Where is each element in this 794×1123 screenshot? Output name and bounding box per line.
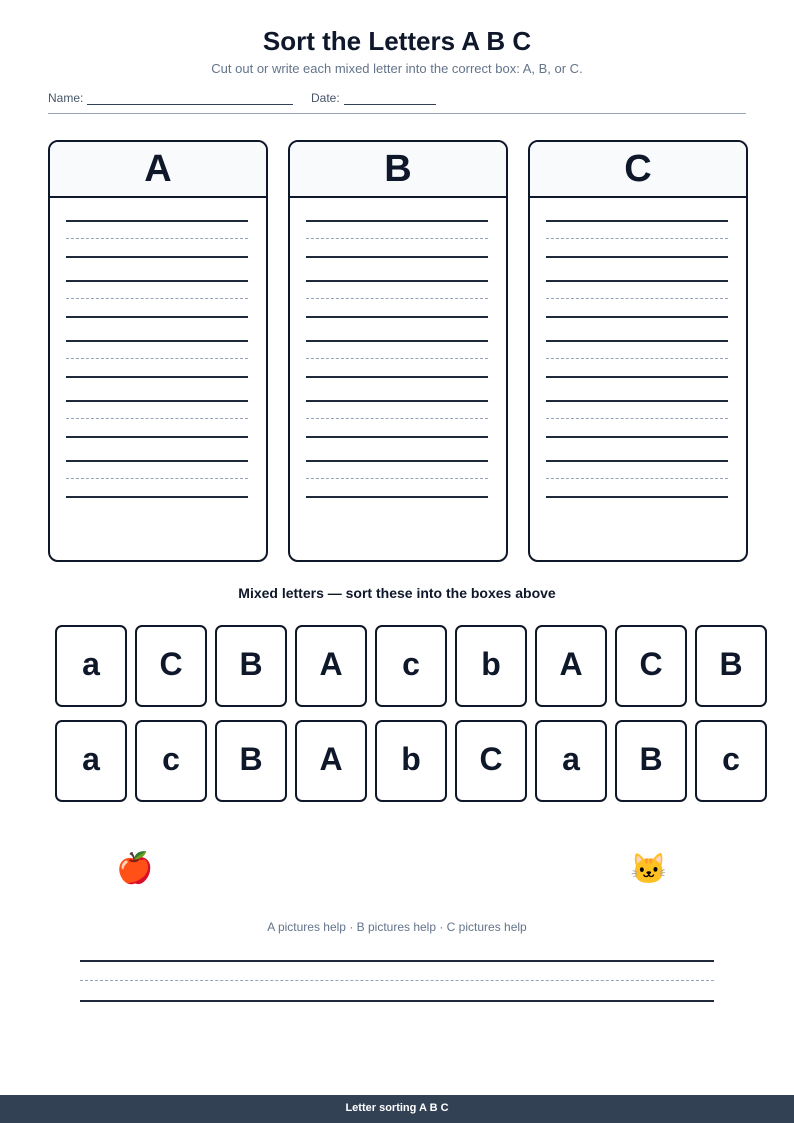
date-blank[interactable] [344, 92, 436, 105]
letter-tile[interactable]: C [135, 625, 207, 707]
guide-line-dashed [66, 238, 248, 239]
letter-tile[interactable]: B [215, 625, 287, 707]
letter-tile[interactable]: a [535, 720, 607, 802]
guide-line [306, 376, 488, 378]
guide-line [66, 376, 248, 378]
letter-tile[interactable]: B [215, 720, 287, 802]
guide-line [66, 436, 248, 438]
guide-line [306, 460, 488, 462]
name-blank[interactable] [87, 92, 293, 105]
guide-line [66, 460, 248, 462]
guide-line [66, 256, 248, 258]
guide-line [546, 460, 728, 462]
guide-line-dashed [546, 358, 728, 359]
bin-b-header: B [290, 142, 506, 198]
writing-line-base [80, 1000, 714, 1002]
guide-line [306, 340, 488, 342]
guide-line-dashed [66, 418, 248, 419]
guide-line-dashed [306, 478, 488, 479]
guide-line [306, 316, 488, 318]
letter-tile[interactable]: C [455, 720, 527, 802]
bin-c-header: C [530, 142, 746, 198]
pictures-caption: A pictures help · B pictures help · C pictures help [267, 920, 527, 934]
letter-tile[interactable]: A [295, 625, 367, 707]
guide-line [306, 436, 488, 438]
guide-line [306, 280, 488, 282]
guide-line-dashed [306, 358, 488, 359]
letter-tile[interactable]: A [295, 720, 367, 802]
letter-tile[interactable]: A [535, 625, 607, 707]
guide-line [306, 496, 488, 498]
guide-line [546, 256, 728, 258]
letter-tile[interactable]: a [55, 720, 127, 802]
guide-line-dashed [546, 478, 728, 479]
worksheet-title: Sort the Letters A B C [262, 26, 532, 56]
guide-line-dashed [546, 238, 728, 239]
guide-line-dashed [546, 298, 728, 299]
bin-a[interactable] [48, 140, 268, 562]
letter-tile[interactable]: a [55, 625, 127, 707]
guide-line-dashed [66, 358, 248, 359]
guide-line [66, 220, 248, 222]
bin-b[interactable] [288, 140, 508, 562]
date-field[interactable] [311, 91, 436, 105]
writing-line-mid [80, 980, 714, 981]
guide-line [546, 376, 728, 378]
letter-tile[interactable]: c [695, 720, 767, 802]
letter-tile[interactable]: b [455, 625, 527, 707]
header-divider [48, 113, 746, 114]
guide-line [546, 340, 728, 342]
worksheet-subtitle: Cut out or write each mixed letter into the correct box: A, B, or C. [211, 61, 583, 76]
guide-line [66, 496, 248, 498]
guide-line [546, 436, 728, 438]
guide-line [546, 496, 728, 498]
guide-line [66, 316, 248, 318]
guide-line-dashed [66, 478, 248, 479]
guide-line-dashed [306, 298, 488, 299]
letter-tile[interactable]: C [615, 625, 687, 707]
guide-line-dashed [66, 298, 248, 299]
guide-line [306, 220, 488, 222]
guide-line [306, 256, 488, 258]
writing-line-top [80, 960, 714, 962]
footer-bar [0, 1095, 794, 1123]
guide-line [546, 280, 728, 282]
mixed-letters-label: Mixed letters — sort these into the boxes above [238, 585, 556, 601]
guide-line [546, 400, 728, 402]
guide-line-dashed [306, 418, 488, 419]
letter-tile[interactable]: c [375, 625, 447, 707]
guide-line [546, 316, 728, 318]
footer-text: Letter sorting A B C [345, 1102, 449, 1114]
guide-line [546, 220, 728, 222]
guide-line [66, 400, 248, 402]
guide-line [66, 280, 248, 282]
guide-line-dashed [546, 418, 728, 419]
letter-tile[interactable]: B [615, 720, 687, 802]
letter-tile[interactable]: B [695, 625, 767, 707]
guide-line [306, 400, 488, 402]
date-label: Date: [311, 91, 340, 105]
cat-icon: 🐱 [630, 853, 668, 886]
guide-line [66, 340, 248, 342]
bin-c[interactable] [528, 140, 748, 562]
guide-line-dashed [306, 238, 488, 239]
name-field[interactable] [48, 91, 293, 105]
bin-a-header: A [50, 142, 266, 198]
name-label: Name: [48, 91, 84, 105]
letter-tile[interactable]: b [375, 720, 447, 802]
apple-icon: 🍎 [116, 852, 154, 885]
letter-tile[interactable]: c [135, 720, 207, 802]
